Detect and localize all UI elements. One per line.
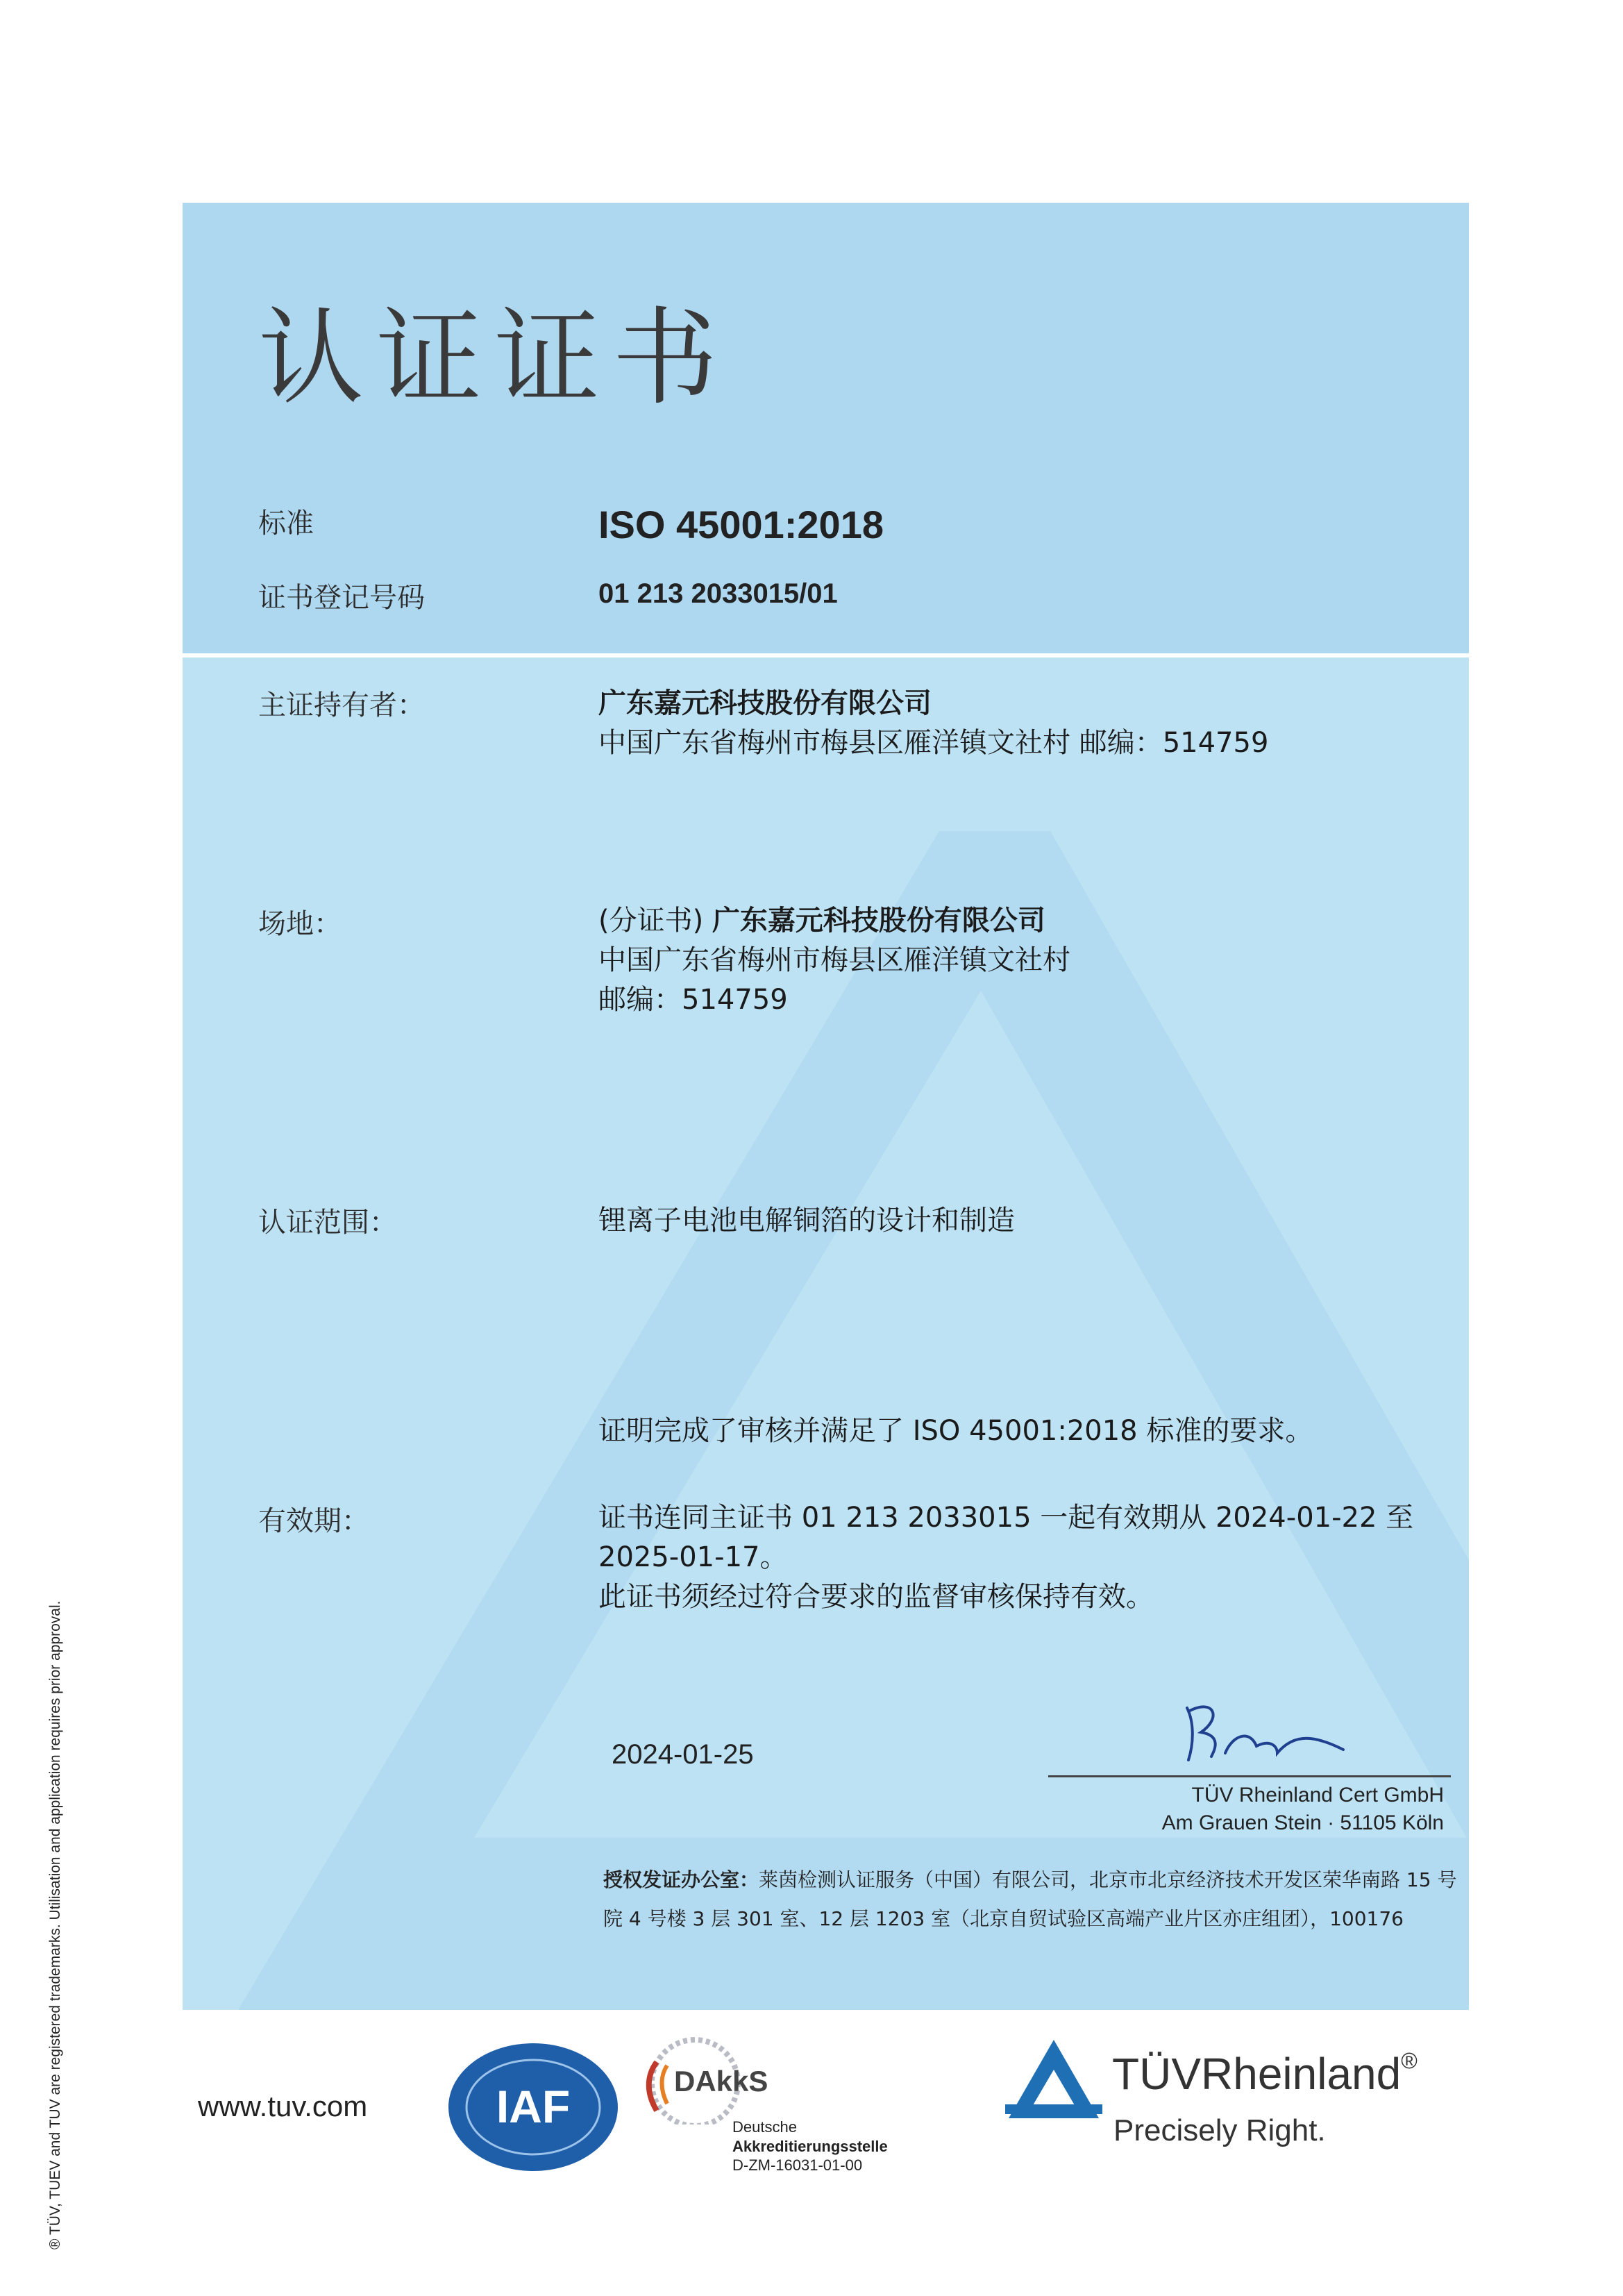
certificate-title: 认证证书 xyxy=(258,296,730,419)
validity-label: 有效期： xyxy=(258,1505,369,1537)
site-block xyxy=(598,901,1070,1019)
dakks-line-1: Deutsche xyxy=(732,2118,797,2136)
dakks-logo xyxy=(629,2034,816,2125)
dakks-line-2: Akkreditierungsstelle xyxy=(732,2137,888,2155)
issuer-address: Am Grauen Stein · 51105 Köln xyxy=(1161,1811,1444,1834)
registration-value: 01 213 2033015/01 xyxy=(598,578,838,609)
issuer-name: TÜV Rheinland Cert GmbH xyxy=(1191,1784,1444,1807)
website-link[interactable]: www.tuv.com xyxy=(198,2090,368,2122)
issuing-office xyxy=(603,1861,1471,1938)
dakks-text xyxy=(732,2118,888,2175)
issuer-block xyxy=(1162,1782,1444,1837)
standard-label: 标准 xyxy=(258,508,314,539)
validity-line-3: 此证书须经过符合要求的监督审核保持有效。 xyxy=(598,1580,1154,1613)
statement: 证明完成了审核并满足了 ISO 45001:2018 标准的要求。 xyxy=(598,1415,1313,1447)
svg-text:IAF: IAF xyxy=(496,2081,571,2132)
iaf-logo xyxy=(446,2041,620,2173)
tuv-triangle-icon xyxy=(1005,2036,1102,2127)
holder-name: 广东嘉元科技股份有限公司 xyxy=(598,687,932,719)
tuv-brand-name: TÜVRheinland® xyxy=(1112,2048,1418,2099)
svg-text:DAkkS: DAkkS xyxy=(674,2065,768,2097)
registration-label: 证书登记号码 xyxy=(258,582,425,614)
signature xyxy=(1173,1694,1354,1770)
site-prefix: (分证书) xyxy=(598,905,704,937)
trademark-note: ® TÜV, TUEV and TUV are registered trademarks. Utilisation and application requires prior approval. xyxy=(47,1600,63,2249)
validity-block xyxy=(598,1498,1413,1616)
site-label: 场地： xyxy=(258,908,342,940)
scope-label: 认证范围： xyxy=(258,1207,397,1239)
standard-value: ISO 45001:2018 xyxy=(598,503,884,546)
tuv-slogan: Precisely Right. xyxy=(1113,2113,1326,2147)
site-name: 广东嘉元科技股份有限公司 xyxy=(712,905,1045,937)
signature-line xyxy=(1048,1775,1451,1777)
issue-date: 2024-01-25 xyxy=(612,1739,754,1770)
dakks-line-3: D-ZM-16031-01-00 xyxy=(732,2156,863,2174)
validity-line-1: 证书连同主证书 01 213 2033015 一起有效期从 2024-01-22 至 xyxy=(598,1502,1414,1534)
office-label: 授权发证办公室： xyxy=(603,1868,759,1891)
scope-value: 锂离子电池电解铜箔的设计和制造 xyxy=(598,1205,1015,1237)
validity-line-2: 2025-01-17。 xyxy=(598,1541,788,1573)
holder-label: 主证持有者： xyxy=(258,689,425,721)
office-text: 莱茵检测认证服务（中国）有限公司，北京市北京经济技术开发区荣华南路 15 号院 4 号楼 3 层 301 室、12 层 1203 室（北京自贸试验区高端产业片区亦庄组团），100176 xyxy=(603,1868,1457,1930)
site-address: 中国广东省梅州市梅县区雁洋镇文社村 xyxy=(598,944,1070,976)
tuv-brand-text: TÜVRheinland xyxy=(1112,2049,1402,2099)
holder-block xyxy=(598,684,1268,763)
holder-address: 中国广东省梅州市梅县区雁洋镇文社村 邮编：514759 xyxy=(598,726,1269,759)
site-postcode: 邮编：514759 xyxy=(598,983,788,1016)
